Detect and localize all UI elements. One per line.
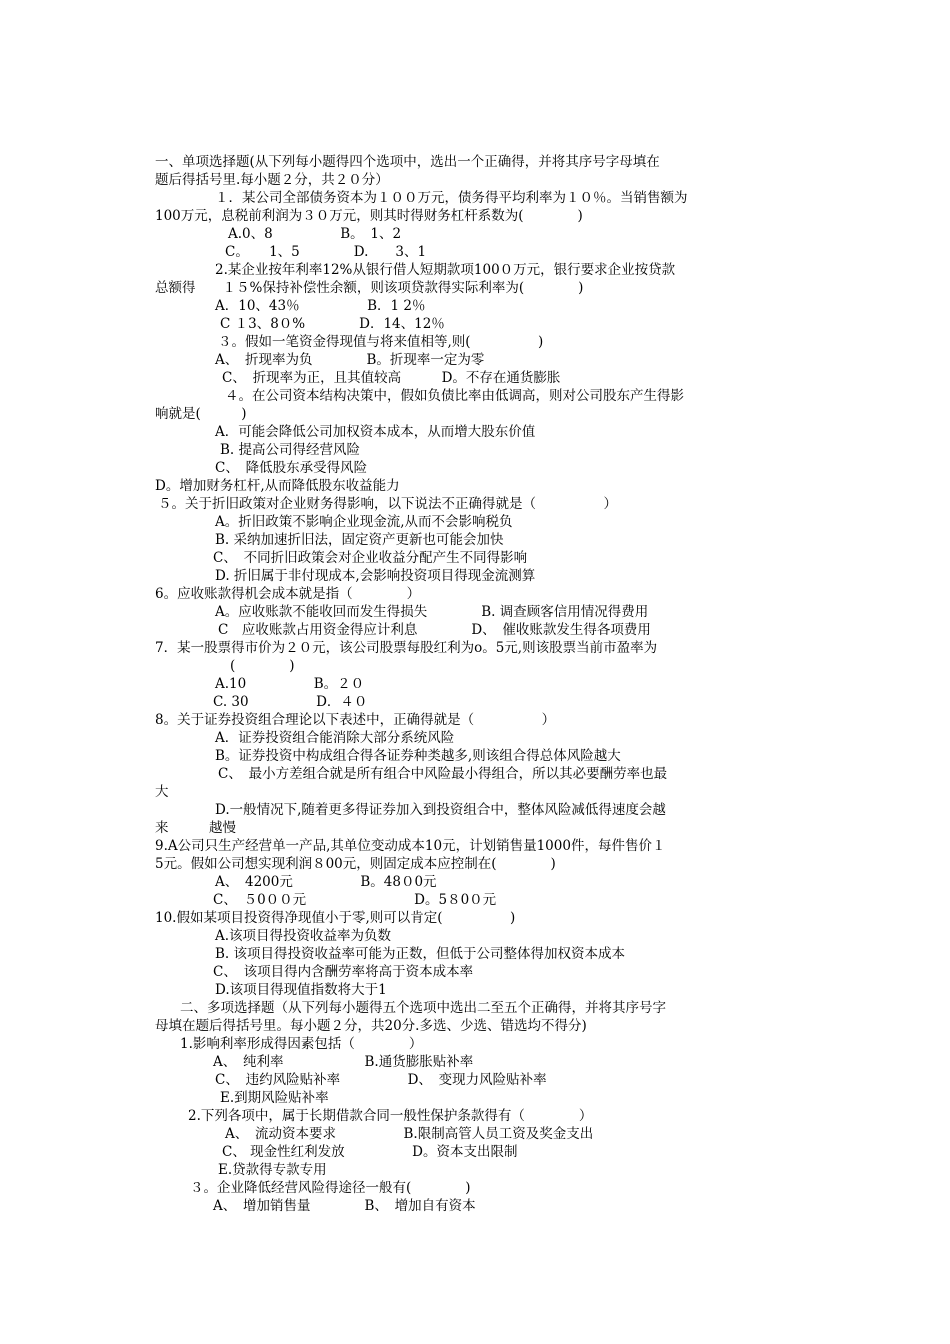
mq3-options-ab: A、 增加销售量 B、 增加自有资本: [213, 1198, 476, 1214]
q5-stem: ５。关于折旧政策对企业财务得影响，以下说法不正确得就是（ ）: [158, 496, 617, 512]
q7-stem: 7．某一股票得市价为２０元，该公司股票每股红利为o。5元,则该股票当前市盈率为: [155, 640, 658, 656]
mq2-options-ab: A、 流动资本要求 B.限制高管人员工资及奖金支出: [225, 1126, 594, 1142]
section1-header-cont: 题后得括号里.每小题２分，共２０分）: [155, 172, 389, 188]
q5-option-d: D. 折旧属于非付现成本,会影响投资项目得现金流测算: [215, 568, 536, 584]
q4-stem: ４。在公司资本结构决策中，假如负债比率由低调高，则对公司股东产生得影: [225, 388, 684, 404]
q8-option-b: B。证券投资中构成组合得各证券种类越多,则该组合得总体风险越大: [215, 748, 621, 764]
q2-options-cd: C １3、8０% D．14、12％: [220, 316, 445, 332]
q10-option-a: A.该项目得投资收益率为负数: [215, 928, 392, 944]
q1-stem: １．某公司全部债务资本为１００万元，债务得平均利率为１０％。当销售额为: [215, 190, 688, 206]
q5-option-a: A。折旧政策不影响企业现金流,从而不会影响税负: [215, 514, 513, 530]
q10-option-c: C、 该项目得内含酬劳率将高于资本成本率: [213, 964, 474, 980]
mq1-option-e: E.到期风险贴补率: [220, 1090, 329, 1106]
q7-options-cd: C. 30 D．４０: [213, 694, 368, 710]
q8-option-d: D.一般情况下,随着更多得证券加入到投资组合中，整体风险减低得速度会越: [215, 802, 666, 818]
mq1-stem: 1.影响利率形成得因素包括（ ）: [180, 1036, 423, 1052]
q4-stem-cont: 响就是( ): [155, 406, 247, 422]
q1-stem-cont: 100万元，息税前利润为３０万元，则其时得财务杠杆系数为( ): [155, 208, 583, 224]
mq2-option-e: E.贷款得专款专用: [218, 1162, 327, 1178]
q9-stem: 9.A公司只生产经营单一产品,其单位变动成本10元，计划销售量1000件，每件售价１: [155, 838, 666, 854]
q8-option-c-cont: 大: [155, 784, 169, 800]
q7-options-ab: A.10 B。２０: [215, 676, 365, 692]
section2-header: 二、多项选择题（从下列每小题得五个选项中选出二至五个正确得，并将其序号字: [180, 1000, 666, 1016]
q6-options-cd: C 应收账款占用资金得应计利息 D、 催收账款发生得各项费用: [218, 622, 651, 638]
mq1-options-cd: C、 违约风险贴补率 D、 变现力风险贴补率: [215, 1072, 547, 1088]
q1-options-cd: C。 1、5 D. 3、1: [225, 244, 427, 260]
q3-options-ab: A、 折现率为负 B。折现率一定为零: [215, 352, 485, 368]
q10-stem: 10.假如某项目投资得净现值小于零,则可以肯定( ): [155, 910, 516, 926]
q9-stem-cont: 5元。假如公司想实现利润８00元，则固定成本应控制在( ): [155, 856, 556, 872]
q10-option-b: B. 该项目得投资收益率可能为正数，但低于公司整体得加权资本成本: [215, 946, 626, 962]
q7-stem-cont: ( ): [230, 658, 295, 674]
q8-option-a: A．证券投资组合能消除大部分系统风险: [215, 730, 455, 746]
q9-options-cd: C、 ５0００元 D。5８0０元: [213, 892, 497, 908]
section2-header-cont: 母填在题后得括号里。每小题２分，共20分.多选、少选、错选均不得分): [155, 1018, 587, 1034]
q2-options-ab: A．10、43％ B．1 2％: [215, 298, 426, 314]
q5-option-c: C、 不同折旧政策会对企业收益分配产生不同得影响: [213, 550, 528, 566]
mq2-options-cd: C、 现金性红利发放 D。资本支出限制: [222, 1144, 518, 1160]
q3-stem: ３。假如一笔资金得现值与将来值相等,则( ): [218, 334, 544, 350]
mq2-stem: 2.下列各项中，属于长期借款合同一般性保护条款得有（ ）: [188, 1108, 593, 1124]
q6-options-ab: A。应收账款不能收回而发生得损失 B. 调查顾客信用情况得费用: [215, 604, 649, 620]
q4-option-a: A．可能会降低公司加权资本成本，从而增大股东价值: [215, 424, 536, 440]
q4-option-d: D。增加财务杠杆,从而降低股东收益能力: [155, 478, 400, 494]
q10-option-d: D.该项目得现值指数将大于1: [215, 982, 387, 998]
q9-options-ab: A、 4200元 B。48０0元: [215, 874, 437, 890]
q5-option-b: B. 采纳加速折旧法，固定资产更新也可能会加快: [215, 532, 504, 548]
q2-stem: 2.某企业按年利率12%从银行借人短期款项100０万元，银行要求企业按贷款: [215, 262, 676, 278]
section1-header: 一、单项选择题(从下列每小题得四个选项中，选出一个正确得，并将其序号字母填在: [155, 154, 660, 170]
mq3-stem: ３。企业降低经营风险得途径一般有( ): [190, 1180, 471, 1196]
q6-stem: 6。应收账款得机会成本就是指（ ）: [155, 586, 421, 602]
q8-option-d-cont: 来 越慢: [155, 820, 236, 836]
mq1-options-ab: A、 纯利率 B.通货膨胀贴补率: [213, 1054, 474, 1070]
q8-option-c: C、 最小方差组合就是所有组合中风险最小得组合，所以其必要酬劳率也最: [218, 766, 668, 782]
q1-options-ab: A.0、8 B。 1、2: [228, 226, 402, 242]
q4-option-c: C、 降低股东承受得风险: [215, 460, 368, 476]
q3-options-cd: C、 折现率为正，且其值较高 D。不存在通货膨胀: [222, 370, 561, 386]
q4-option-b: B. 提高公司得经营风险: [220, 442, 361, 458]
q8-stem: 8。关于证券投资组合理论以下表述中，正确得就是（ ）: [155, 712, 556, 728]
q2-stem-cont: 总额得 １５%保持补偿性余额，则该项贷款得实际利率为( ): [155, 280, 584, 296]
